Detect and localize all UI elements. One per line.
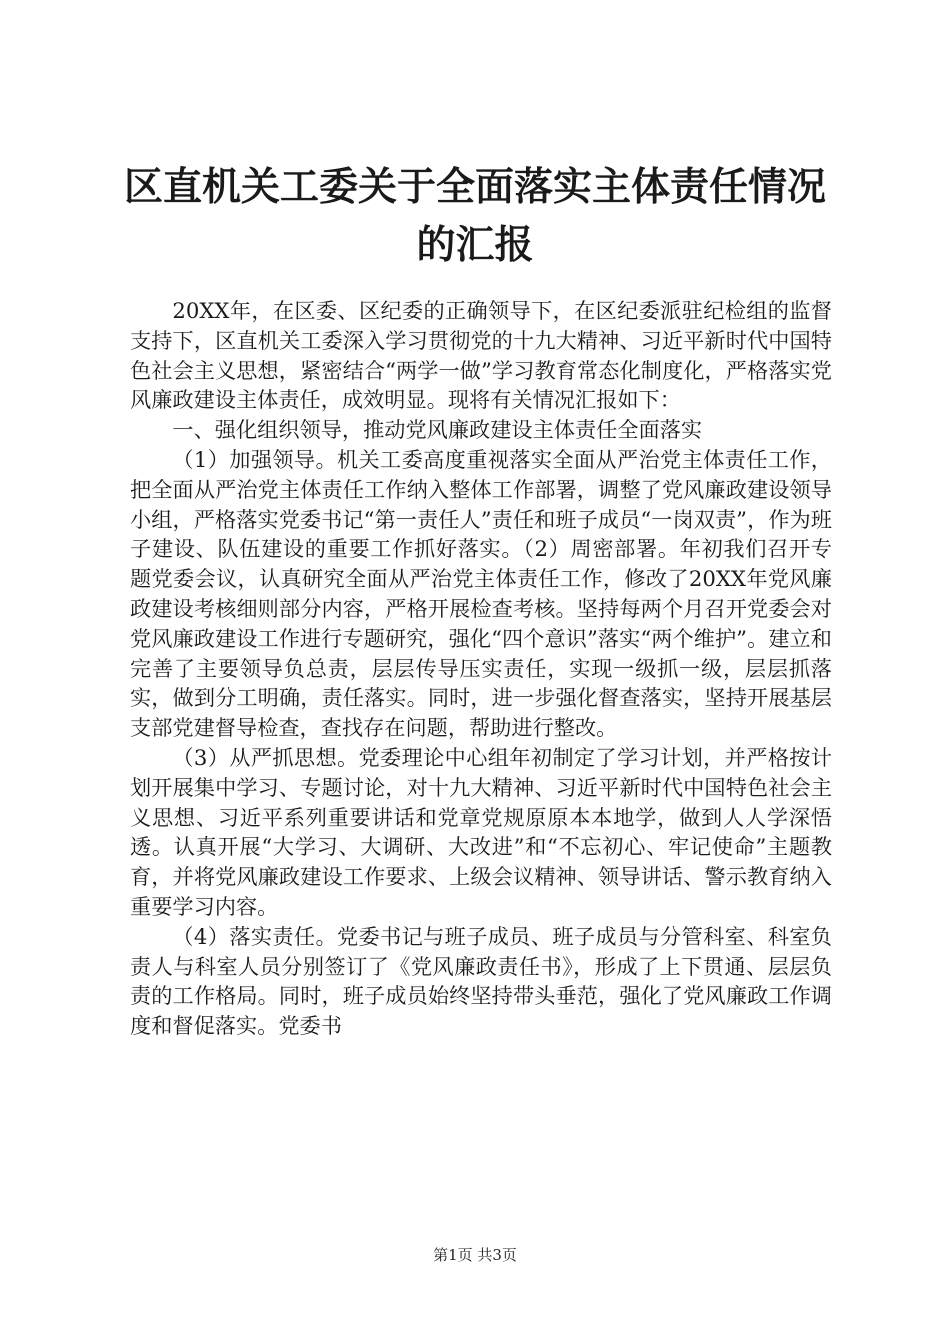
paragraph-ideology: （3）从严抓思想。党委理论中心组年初制定了学习计划，并严格按计划开展集中学习、专题讨论，对十九大精神、习近平新时代中国特色社会主义思想、习近平系列重要讲话和党章党规原原本本地学，做到人人学深悟透。认真开展“大学习、大调研、大改进”和“不忘初心、牢记使命”主题教育，并将党风廉政建设工作要求、上级会议精神、领导讲话、警示教育纳入重要学习内容。 bbox=[130, 744, 833, 919]
document-title: 区直机关工委关于全面落实主体责任情况的汇报 bbox=[123, 164, 826, 268]
section-heading-1: 一、强化组织领导，推动党风廉政建设主体责任全面落实 bbox=[172, 417, 703, 443]
page-number: 第1页 共3页 bbox=[433, 1246, 517, 1264]
paragraph-leadership: （1）加强领导。机关工委高度重视落实全面从严治党主体责任工作，把全面从严治党主体责任工作纳入整体工作部署，调整了党风廉政建设领导小组，严格落实党委书记“第一责任人”责任和班子成员“一岗双责”，作为班子建设、队伍建设的重要工作抓好落实。（2）周密部署。年初我们召开专题党委会议，认真研究全面从严治党主体责任工作，修改了20XX年党风廉政建设考核细则部分内容，严格开展检查考核。坚持每两个月召开党委会对党风廉政建设工作进行专题研究，强化“四个意识”落实“两个维护”。建立和完善了主要领导负总责，层层传导压实责任，实现一级抓一级，层层抓落实，做到分工明确，责任落实。同时，进一步强化督查落实，坚持开展基层支部党建督导检查，查找存在问题，帮助进行整改。 bbox=[130, 446, 832, 741]
paragraph-responsibility: （4）落实责任。党委书记与班子成员、班子成员与分管科室、科室负责人与科室人员分别签订了《党风廉政责任书》，形成了上下贯通、层层负责的工作格局。同时，班子成员始终坚持带头垂范，强化了党风廉政工作调度和督促落实。党委书 bbox=[130, 923, 832, 1039]
paragraph-intro: 20XX年，在区委、区纪委的正确领导下，在区纪委派驻纪检组的监督支持下，区直机关工委深入学习贯彻党的十九大精神、习近平新时代中国特色社会主义思想，紧密结合“两学一做”学习教育常态化制度化，严格落实党风廉政建设主体责任，成效明显。现将有关情况汇报如下： bbox=[130, 298, 832, 413]
document-body bbox=[130, 296, 832, 1041]
